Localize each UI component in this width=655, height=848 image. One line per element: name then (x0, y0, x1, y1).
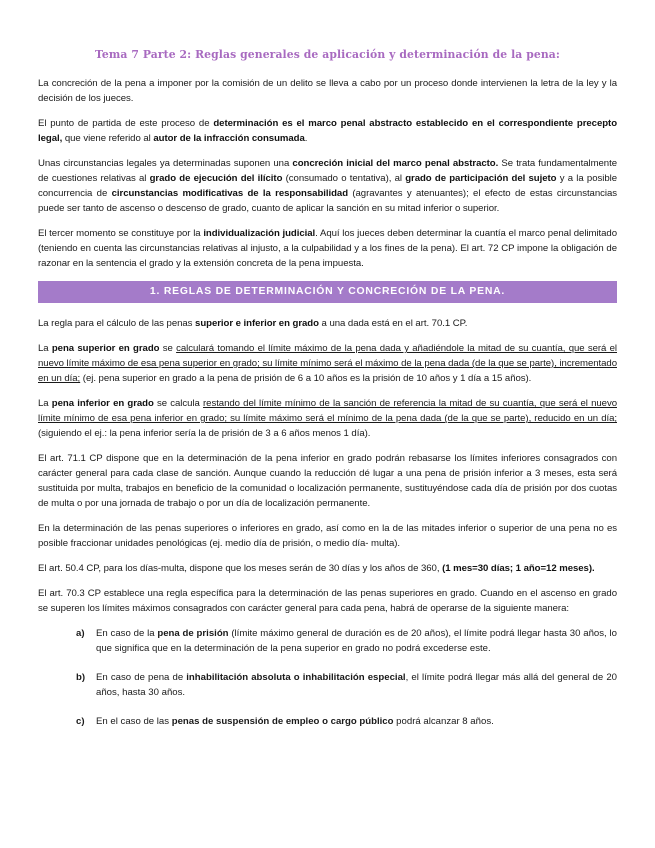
section-paragraph-4: El art. 71.1 CP dispone que en la determinación de la pena inferior en grado podrán rebasarse los límites inferiores consagrados con carácter general para cada clase de sanción. Aunque cuando la reducción dé lugar a una pena de prisión inferior a 3 meses, esta será sustituida por multa, trabajos en beneficio de la comunidad o localización permanente, sustituyéndose cada día de prisión por dos cuotas de multa o por una jornada de trabajo o por un día de localización permanente. (38, 453, 617, 509)
rules-list (76, 626, 617, 729)
list-item-text: En caso de pena de inhabilitación absoluta o inhabilitación especial, el límite podrá llegar más allá del general de 20 años, hasta 30 años. (96, 672, 618, 698)
list-item-text: En el caso de las penas de suspensión de empleo o cargo público podrá alcanzar 8 años. (96, 716, 494, 727)
list-item (76, 714, 617, 729)
list-item (76, 626, 617, 656)
list-marker: c) (76, 716, 85, 727)
section-paragraph-7: El art. 70.3 CP establece una regla específica para la determinación de las penas superiores en grado. Cuando en el ascenso en grado se superen los límites máximos consagrados con carácter general para cada pena, habrá de operarse de la siguiente manera: (38, 588, 617, 614)
intro-paragraph-1: La concreción de la pena a imponer por la comisión de un delito se lleva a cabo por un proceso donde intervienen la letra de la ley y la decisión de los jueces. (38, 78, 617, 104)
list-marker: a) (76, 628, 85, 639)
section-paragraph-2: La pena superior en grado se calculará tomando el límite máximo de la pena dada y añadiéndole la mitad de su cuantía, que será el nuevo límite máximo de esa pena superior en grado; su límite mínimo será el máximo de la pena dada (de la que se parte), incrementado en un día; (ej. pena superior en grado a la pena de prisión de 6 a 10 años es la prisión de 10 años y 1 día a 15 años). (38, 343, 617, 384)
list-item-text: En caso de la pena de prisión (límite máximo general de duración es de 20 años), el límite podrá llegar hasta 30 años, lo que significa que en la determinación de la pena superior en grado no podrá excederse este. (96, 628, 617, 654)
section-paragraph-6: El art. 50.4 CP, para los días-multa, dispone que los meses serán de 30 días y los años de 360, (1 mes=30 días; 1 año=12 meses). (38, 563, 595, 574)
page-title: Tema 7 Parte 2: Reglas generales de aplicación y determinación de la pena: (95, 48, 560, 61)
list-item (76, 670, 617, 700)
section-heading-1: 1. REGLAS DE DETERMINACIÓN Y CONCRECIÓN DE LA PENA. (38, 281, 617, 303)
intro-paragraph-2: El punto de partida de este proceso de determinación es el marco penal abstracto establecido en el correspondiente precepto legal, que viene referido al autor de la infracción consumada. (38, 118, 618, 144)
section-paragraph-5: En la determinación de las penas superiores o inferiores en grado, así como en la de las mitades inferior o superior de una pena no es posible fraccionar unidades penológicas (ej. medio día de prisión, o medio día- multa). (38, 523, 617, 549)
intro-paragraph-4: El tercer momento se constituye por la individualización judicial. Aquí los jueces deben determinar la cuantía el marco penal delimitado (teniendo en cuenta las circunstancias relativas al injusto, a la culpabilidad y a los fines de la pena). El art. 72 CP impone la obligación de razonar en la sentencia el grado y la extensión concreta de la pena impuesta. (38, 228, 617, 269)
section-paragraph-3: La pena inferior en grado se calcula restando del límite mínimo de la sanción de referencia la mitad de su cuantía, que será el nuevo límite mínimo de esa pena inferior en grado; su límite máximo será el mínimo de la pena dada (de la que se parte), reducido en un día; (siguiendo el ej.: la pena inferior sería la de prisión de 3 a 6 años menos 1 día). (38, 398, 617, 439)
section-paragraph-1: La regla para el cálculo de las penas superior e inferior en grado a una dada está en el art. 70.1 CP. (38, 318, 468, 329)
list-marker: b) (76, 672, 86, 683)
intro-paragraph-3: Unas circunstancias legales ya determinadas suponen una concreción inicial del marco penal abstracto. Se trata fundamentalmente de cuestiones relativas al grado de ejecución del ilícito (consumado o tentativa), al grado de participación del sujeto y a la posible concurrencia de circunstancias modificativas de la responsabilidad (agravantes y atenuantes); el efecto de estas circunstancias puede ser tanto de ascenso o descenso de grado, cuanto de aplicar la sanción en su mitad inferior o superior. (38, 158, 617, 214)
